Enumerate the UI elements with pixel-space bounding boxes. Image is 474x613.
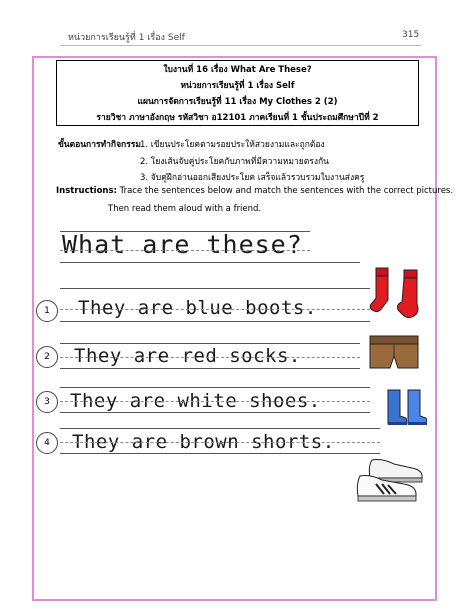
white-shoes-picture [354, 456, 434, 504]
trace-guide-line [60, 368, 360, 369]
trace-guide-line [60, 250, 310, 251]
brown-shorts-icon [370, 336, 418, 368]
brown-shorts-picture [368, 334, 420, 372]
blue-boot-right-icon [408, 390, 427, 425]
instructions-text: Trace the sentences below and match the sentences with the correct pictures. [119, 186, 454, 196]
header-rule [60, 45, 421, 46]
page-number: 315 [402, 30, 420, 40]
trace-sentence: They are blue boots. [78, 297, 317, 319]
trace-guide-line [60, 262, 360, 263]
trace-guide-line [60, 412, 370, 413]
trace-guide-line [60, 428, 380, 429]
header-unit: หน่วยการเรียนรู้ที่ 1 เรื่อง Self [68, 33, 185, 43]
blue-boots-picture [384, 388, 432, 428]
course-info: รายวิชา ภาษาอังกฤษ รหัสวิชา อ12101 ภาคเรียนที่ 1 ชั้นประถมศึกษาปีที่ 2 [96, 113, 379, 123]
steps-label: ขั้นตอนการทำกิจกรรม [58, 140, 141, 150]
sentence-number: 1 [36, 300, 58, 322]
step-item: 2. โยงเส้นจับคู่ประโยคกับภาพที่มีความหมายตรงกัน [140, 157, 329, 167]
trace-guide-line [60, 321, 370, 322]
red-sock-left-icon [370, 268, 388, 312]
instructions-label: Instructions: [56, 186, 117, 196]
red-sock-right-icon [398, 270, 419, 318]
unit-title: หน่วยการเรียนรู้ที่ 1 เรื่อง Self [180, 81, 295, 91]
sentence-number: 3 [36, 391, 58, 413]
sentence-number: 2 [36, 346, 58, 368]
trace-guide-line [60, 309, 370, 310]
trace-sentence: They are brown shorts. [72, 431, 335, 453]
trace-sentence: They are red socks. [74, 345, 301, 367]
trace-guide-line [60, 442, 380, 443]
instructions-line-1 [56, 186, 453, 196]
sentence-number: 4 [36, 432, 58, 454]
trace-guide-line [60, 401, 370, 402]
worksheet-title: ใบงานที่ 16 เรื่อง What Are These? [163, 65, 312, 75]
lesson-plan-title: แผนการจัดการเรียนรู้ที่ 11 เรื่อง My Clothes 2 (2) [137, 97, 338, 107]
title-box [56, 60, 419, 126]
red-socks-picture [368, 266, 430, 322]
trace-guide-line [60, 387, 370, 388]
step-item: 3. จับคู่ฝึกอ่านออกเสียงประโยค เสร็จแล้วรวบรวมใบงานส่งครู [140, 173, 365, 183]
trace-sentence: They are white shoes. [70, 390, 321, 412]
trace-guide-line [60, 288, 370, 289]
step-item: 1. เขียนประโยคตามรอยประให้สวยงามและถูกต้อง [140, 140, 325, 150]
trace-title: What are these? [62, 230, 303, 259]
trace-guide-line [60, 343, 360, 344]
trace-guide-line [60, 453, 380, 454]
instructions-line-2: Then read them aloud with a friend. [108, 204, 262, 214]
blue-boot-left-icon [388, 390, 407, 425]
trace-guide-line [60, 357, 360, 358]
